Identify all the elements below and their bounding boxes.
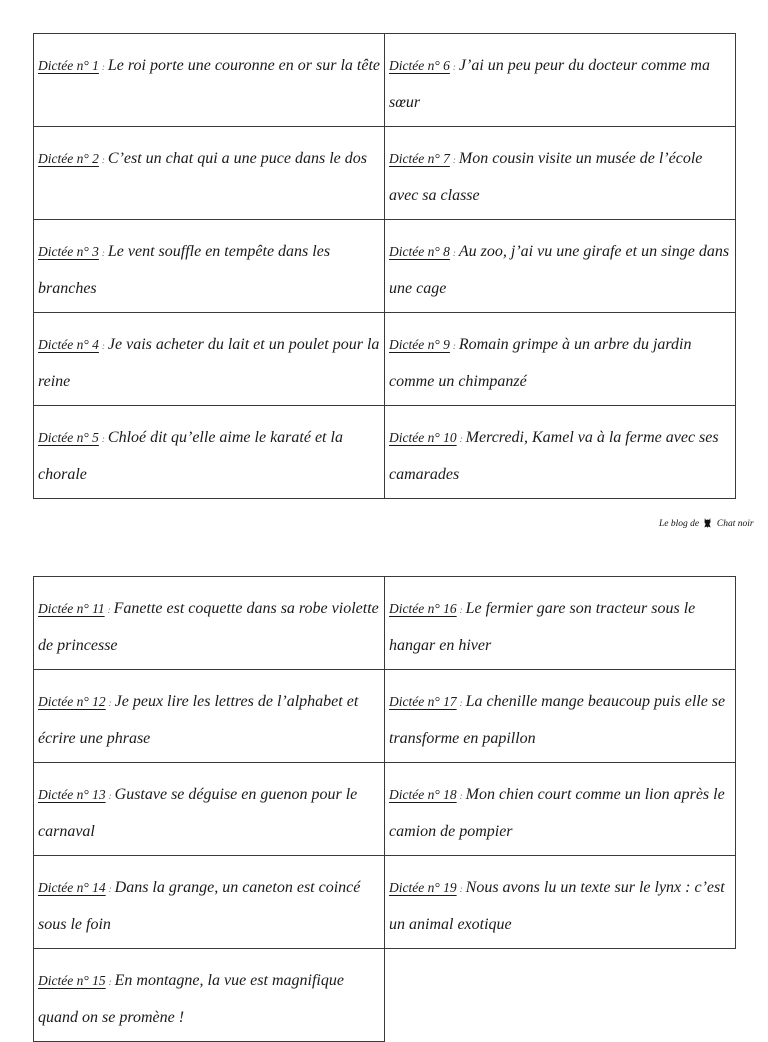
dictation-text: C’est un chat qui a une puce dans le dos bbox=[107, 150, 367, 167]
label-separator: : bbox=[101, 62, 105, 72]
label-separator: : bbox=[101, 434, 105, 444]
table-row bbox=[34, 406, 736, 499]
table-row bbox=[34, 34, 736, 127]
label-separator: : bbox=[108, 791, 112, 801]
dictation-text: Gustave se déguise en guenon pour le carnaval bbox=[38, 786, 358, 840]
dictation-text: Je peux lire les lettres de l’alphabet et écrire une phrase bbox=[38, 693, 359, 747]
dictation-label: Dictée n° 5 bbox=[38, 430, 99, 445]
dictation-label: Dictée n° 11 bbox=[38, 601, 105, 616]
dictation-card bbox=[385, 406, 736, 499]
dictation-label: Dictée n° 1 bbox=[38, 58, 99, 73]
label-separator: : bbox=[107, 605, 111, 615]
dictation-text: Mon cousin visite un musée de l’école avec sa classe bbox=[389, 150, 703, 204]
label-separator: : bbox=[459, 434, 463, 444]
label-separator: : bbox=[459, 605, 463, 615]
dictation-card bbox=[34, 856, 385, 949]
dictation-label: Dictée n° 13 bbox=[38, 787, 106, 802]
dictation-text: Le fermier gare son tracteur sous le hangar en hiver bbox=[389, 600, 696, 654]
dictation-card bbox=[34, 220, 385, 313]
dictation-label: Dictée n° 17 bbox=[389, 694, 457, 709]
label-separator: : bbox=[452, 155, 456, 165]
dictation-card bbox=[385, 127, 736, 220]
dictation-label: Dictée n° 12 bbox=[38, 694, 106, 709]
dictation-card bbox=[385, 577, 736, 670]
label-separator: : bbox=[459, 791, 463, 801]
dictation-text: Je vais acheter du lait et un poulet pour la reine bbox=[38, 336, 380, 390]
dictation-card bbox=[34, 577, 385, 670]
table-row bbox=[34, 856, 736, 949]
empty-cell bbox=[385, 949, 736, 1042]
dictation-label: Dictée n° 18 bbox=[389, 787, 457, 802]
table-row bbox=[34, 127, 736, 220]
dictation-label: Dictée n° 14 bbox=[38, 880, 106, 895]
dictation-text: Le vent souffle en tempête dans les branches bbox=[38, 243, 331, 297]
dictation-text: Mon chien court comme un lion après le camion de pompier bbox=[389, 786, 725, 840]
dictation-label: Dictée n° 9 bbox=[389, 337, 450, 352]
logo-text-prefix: Le blog de bbox=[659, 519, 700, 529]
dictation-text: Le roi porte une couronne en or sur la tête bbox=[107, 57, 380, 74]
black-cat-icon bbox=[703, 517, 712, 528]
dictation-label: Dictée n° 8 bbox=[389, 244, 450, 259]
dictation-card bbox=[385, 670, 736, 763]
label-separator: : bbox=[108, 884, 112, 894]
dictation-card bbox=[34, 763, 385, 856]
dictation-label: Dictée n° 4 bbox=[38, 337, 99, 352]
dictation-text: Nous avons lu un texte sur le lynx : c’est un animal exotique bbox=[389, 879, 725, 933]
dictation-card bbox=[34, 406, 385, 499]
table-row bbox=[34, 577, 736, 670]
dictation-label: Dictée n° 16 bbox=[389, 601, 457, 616]
dictation-sheet-2 bbox=[33, 576, 736, 1042]
label-separator: : bbox=[101, 155, 105, 165]
table-row bbox=[34, 763, 736, 856]
dictation-text: J’ai un peu peur du docteur comme ma sœur bbox=[389, 57, 710, 111]
dictation-text: En montagne, la vue est magnifique quand on se promène ! bbox=[38, 972, 344, 1026]
dictation-text: La chenille mange beaucoup puis elle se transforme en papillon bbox=[389, 693, 726, 747]
table-row bbox=[34, 949, 736, 1042]
dictation-text: Dans la grange, un caneton est coincé sous le foin bbox=[38, 879, 361, 933]
dictation-text: Mercredi, Kamel va à la ferme avec ses camarades bbox=[389, 429, 719, 483]
label-separator: : bbox=[101, 341, 105, 351]
dictation-card bbox=[385, 313, 736, 406]
dictation-text: Romain grimpe à un arbre du jardin comme un chimpanzé bbox=[389, 336, 692, 390]
dictation-label: Dictée n° 2 bbox=[38, 151, 99, 166]
dictation-sheet-1 bbox=[33, 33, 736, 499]
table-row bbox=[34, 670, 736, 763]
dictation-label: Dictée n° 15 bbox=[38, 973, 106, 988]
label-separator: : bbox=[459, 698, 463, 708]
table-row bbox=[34, 313, 736, 406]
dictation-card bbox=[385, 220, 736, 313]
dictation-card bbox=[385, 34, 736, 127]
dictation-card bbox=[34, 127, 385, 220]
label-separator: : bbox=[452, 62, 456, 72]
dictation-card bbox=[34, 34, 385, 127]
label-separator: : bbox=[108, 977, 112, 987]
dictation-text: Fanette est coquette dans sa robe violette de princesse bbox=[38, 600, 379, 654]
dictation-card bbox=[34, 949, 385, 1042]
dictation-card bbox=[385, 763, 736, 856]
dictation-label: Dictée n° 3 bbox=[38, 244, 99, 259]
blog-logo bbox=[659, 517, 754, 529]
dictation-label: Dictée n° 19 bbox=[389, 880, 457, 895]
dictation-text: Au zoo, j’ai vu une girafe et un singe dans une cage bbox=[389, 243, 730, 297]
dictation-card bbox=[34, 313, 385, 406]
label-separator: : bbox=[459, 884, 463, 894]
label-separator: : bbox=[452, 248, 456, 258]
label-separator: : bbox=[452, 341, 456, 351]
dictation-label: Dictée n° 10 bbox=[389, 430, 457, 445]
logo-text-suffix: Chat noir bbox=[716, 519, 754, 529]
dictation-card bbox=[34, 670, 385, 763]
dictation-label: Dictée n° 6 bbox=[389, 58, 450, 73]
dictation-label: Dictée n° 7 bbox=[389, 151, 450, 166]
label-separator: : bbox=[101, 248, 105, 258]
dictation-text: Chloé dit qu’elle aime le karaté et la chorale bbox=[38, 429, 343, 483]
label-separator: : bbox=[108, 698, 112, 708]
table-row bbox=[34, 220, 736, 313]
dictation-card bbox=[385, 856, 736, 949]
